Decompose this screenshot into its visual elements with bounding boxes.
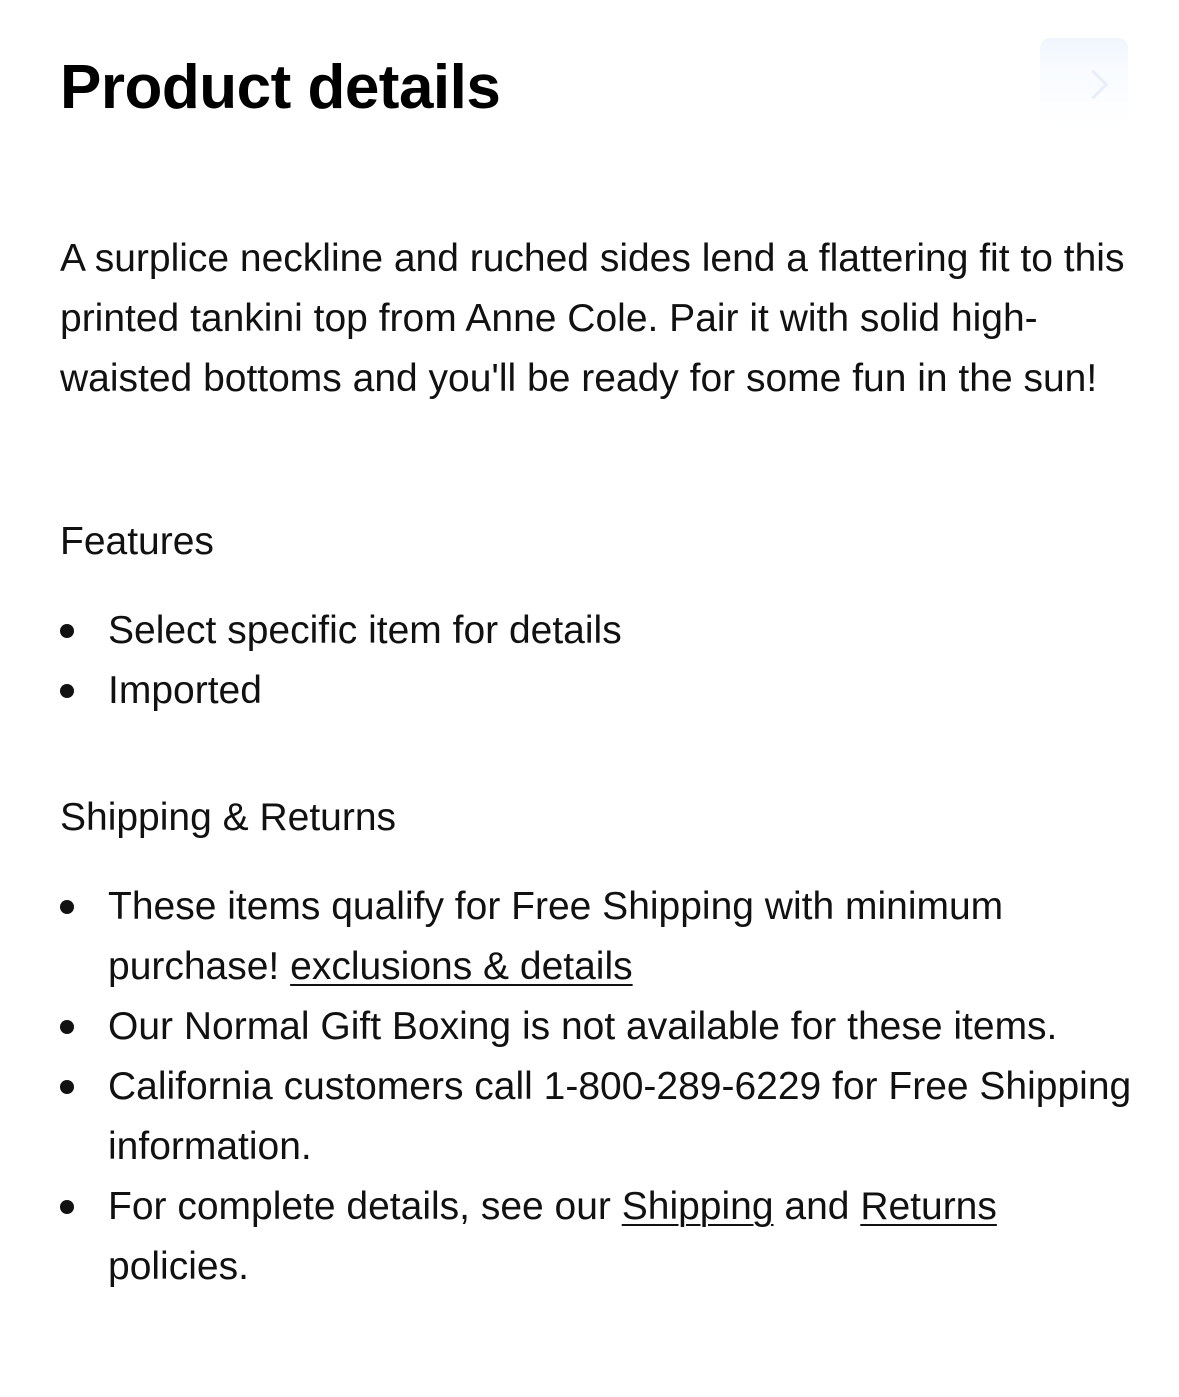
free-shipping-text: These items qualify for Free Shipping with minimum purchase! (108, 885, 1004, 988)
bullet-icon (60, 684, 74, 698)
bullet-icon (60, 1080, 74, 1094)
list-item (60, 997, 1135, 1057)
feature-text: Imported (108, 669, 262, 712)
feature-text: Select specific item for details (108, 609, 622, 652)
features-list (60, 601, 1135, 721)
exclusions-details-link[interactable]: exclusions & details (290, 945, 633, 988)
gift-boxing-text: Our Normal Gift Boxing is not available for these items. (108, 1005, 1058, 1048)
shipping-returns-heading: Shipping & Returns (60, 796, 397, 839)
bullet-icon (60, 1200, 74, 1214)
features-heading: Features (60, 520, 214, 563)
policies-prefix-text: For complete details, see our (108, 1185, 611, 1228)
list-item (60, 877, 1135, 997)
chevron-icon (1079, 70, 1109, 100)
returns-policy-link[interactable]: Returns (860, 1185, 997, 1228)
bullet-icon (60, 1020, 74, 1034)
corner-chevron-button[interactable] (1040, 38, 1128, 126)
policies-and-text: and (784, 1185, 850, 1228)
list-item (60, 1177, 1135, 1297)
bullet-icon (60, 900, 74, 914)
page-title: Product details (60, 53, 501, 122)
california-shipping-text: California customers call 1-800-289-6229 for Free Shipping information. (108, 1065, 1132, 1168)
product-description: A surplice neckline and ruched sides lend a flattering fit to this printed tankini top from Anne Cole. Pair it with solid high-waisted bottoms and you'll be ready for some fun in the sun! (60, 237, 1125, 400)
shipping-returns-list (60, 877, 1135, 1297)
policies-suffix-text: policies. (108, 1245, 249, 1288)
list-item (60, 661, 1135, 721)
shipping-policy-link[interactable]: Shipping (621, 1185, 774, 1228)
list-item (60, 1057, 1135, 1177)
list-item (60, 601, 1135, 661)
bullet-icon (60, 624, 74, 638)
